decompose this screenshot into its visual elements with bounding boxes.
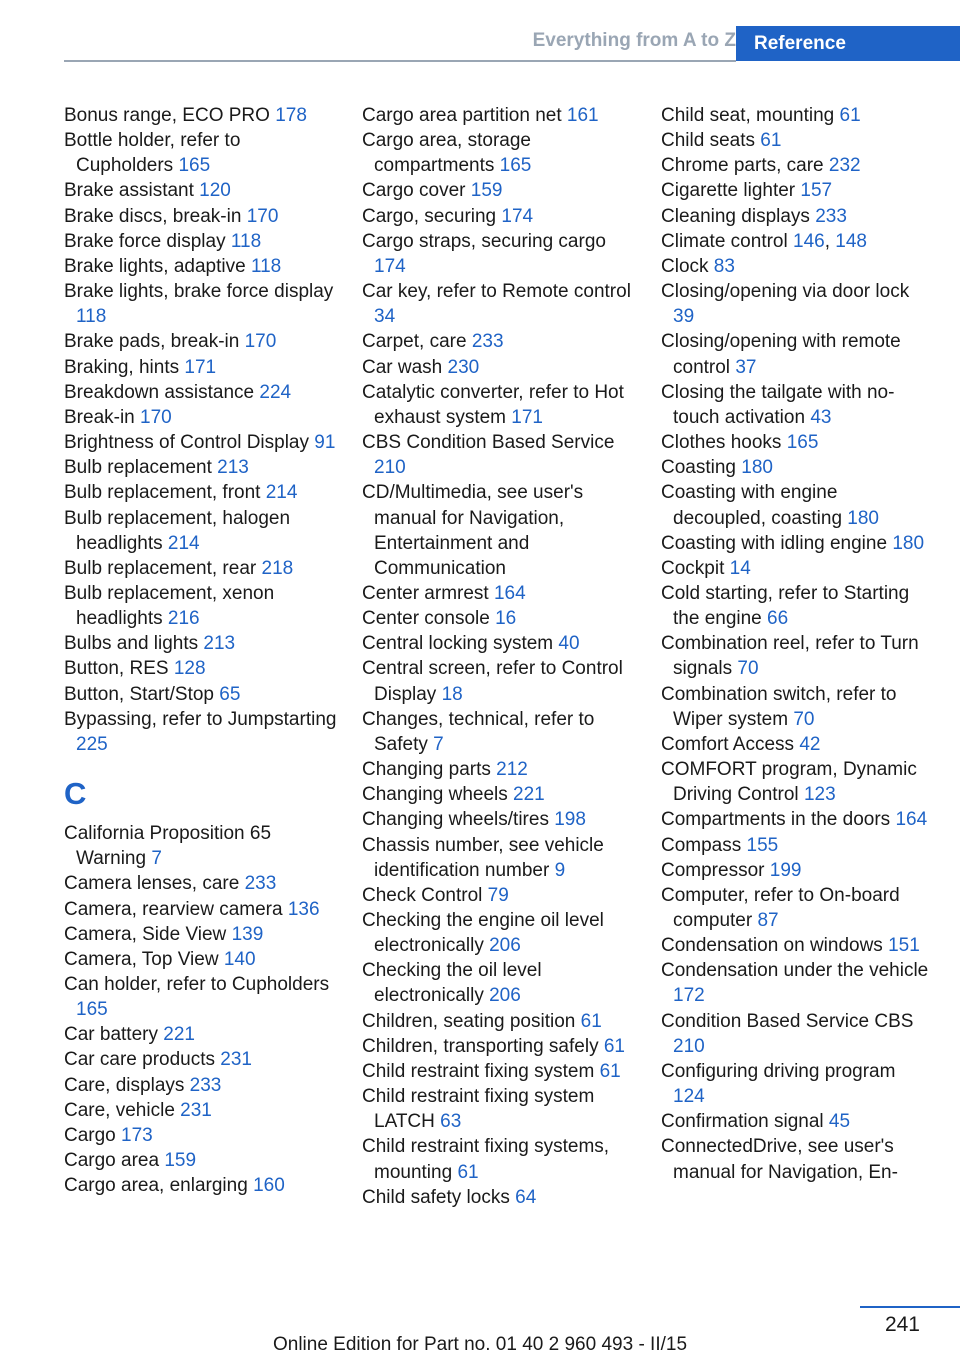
page-link[interactable]: 231 [220,1049,252,1071]
index-entry [362,1134,638,1184]
page-link[interactable]: 224 [259,381,292,403]
entry-text: Camera, Side View [64,923,232,945]
entry-text: Child safety locks [362,1186,516,1208]
index-entry [64,430,340,455]
index-entry [64,128,340,178]
index-entry [362,279,638,329]
index-entry [64,871,340,896]
page-link[interactable]: 218 [261,557,294,579]
page-link[interactable]: 171 [511,406,543,428]
index-entry [661,1059,931,1109]
entry-text: Cargo, securing [362,205,502,227]
page-link[interactable]: 165 [786,432,819,454]
page-link[interactable]: 124 [673,1086,705,1108]
page-link[interactable]: 140 [223,948,256,970]
entry-text: Clothes hooks [661,432,787,454]
page-link[interactable]: 61 [457,1161,479,1183]
page-link[interactable]: 206 [489,935,521,957]
index-entry [362,1084,638,1134]
entry-text: Confirmation signal [661,1111,829,1133]
entry-text: Child restraint fixing system [362,1060,600,1082]
page-link[interactable]: 180 [741,457,773,479]
entry-text: Cockpit [661,557,730,579]
entry-text: Button, RES [64,658,174,680]
page-link[interactable]: 65 [219,683,241,705]
page-link[interactable]: 216 [167,608,200,630]
page-separator: , [824,230,836,252]
entry-text: Condition Based Service CBS [661,1010,914,1032]
index-entry [362,1009,638,1034]
entry-text: Configuring driving program [661,1060,896,1082]
entry-text: Children, seating position [362,1010,581,1032]
index-entry [661,807,931,832]
page-link[interactable]: 174 [501,205,534,227]
index-entry [362,656,638,706]
page-link[interactable]: 213 [217,457,249,479]
index-entry [64,821,340,871]
page-link[interactable]: 178 [275,105,307,126]
page-link[interactable]: 171 [184,356,217,378]
entry-text: Combination switch, refer to Wiper system [661,683,897,730]
index-entry [661,430,931,455]
page-link[interactable]: 210 [673,1035,705,1057]
index-entry [661,556,931,581]
entry-text: Brake discs, break-in [64,205,247,227]
entry-text: Car battery [64,1024,164,1046]
entry-text: Camera, Top View [64,948,224,970]
page-link[interactable]: 16 [495,608,517,630]
index-entry [362,908,638,958]
entry-text: Brake lights, adaptive [64,255,251,277]
entry-text: Cargo cover [362,180,471,202]
page-link[interactable]: 160 [253,1175,285,1197]
entry-text: Changing parts [362,759,497,781]
index-entry [362,430,638,480]
entry-text: Condensation under the vehicle [661,960,929,982]
index-entry [64,631,340,656]
page-link[interactable]: 118 [76,306,107,328]
page-link[interactable]: 170 [246,205,279,227]
page-link[interactable]: 233 [244,873,277,895]
entry-text: CBS Condition Based Service [362,432,615,454]
index-entry [362,631,638,656]
entry-text: Camera, rearview camera [64,898,288,920]
index-entry [64,1123,340,1148]
entry-text: Car care products [64,1049,221,1071]
page-link[interactable]: 14 [729,557,751,579]
index-entry [661,531,931,556]
page-link[interactable]: 43 [810,406,832,428]
page-link[interactable]: 155 [746,834,779,856]
entry-text: Bulbs and lights [64,633,204,655]
index-entry [362,807,638,832]
index-entry [661,933,931,958]
edition-line: Online Edition for Part no. 01 40 2 960 493 - II/15 [272,1334,688,1355]
index-entry [64,682,340,707]
page-link[interactable]: 37 [735,356,757,378]
index-entry [661,480,931,530]
entry-text: Button, Start/Stop [64,683,220,705]
index-entry [64,972,340,1022]
index-entry [64,204,340,229]
index-entry [64,229,340,254]
index-entry [661,128,931,153]
page-link[interactable]: 118 [250,255,282,277]
letter-heading-c: C [64,776,87,812]
page-link[interactable]: 91 [314,432,336,454]
page-link[interactable]: 148 [835,230,867,252]
page-link[interactable]: 210 [374,457,406,479]
page-link[interactable]: 87 [757,910,779,931]
entry-text: Central screen, refer to Control Display [362,658,623,705]
index-entry [64,1047,340,1072]
entry-text: Changing wheels/tires [362,809,555,831]
index-entry [661,858,931,883]
entry-text: ConnectedDrive, see user's manual for Navigation, En- [661,1136,898,1183]
index-entry [64,1173,340,1198]
entry-text: Clock [661,255,714,277]
page-link[interactable]: 64 [515,1186,537,1208]
entry-text: Brightness of Control Display [64,432,315,454]
entry-text: Cold starting, refer to Starting the engine [661,582,910,630]
page-link[interactable]: 61 [839,105,861,126]
index-entry [362,480,638,581]
index-column-2 [362,103,638,1210]
entry-text: Comfort Access [661,733,800,755]
page-link[interactable]: 225 [76,733,108,755]
index-entry [64,707,340,757]
page-link[interactable]: 146 [793,230,825,252]
entry-text: Center armrest [362,582,494,604]
page-link[interactable]: 232 [828,155,861,177]
section-title: Everything from A to Z [532,30,736,51]
entry-text: Closing/opening via door lock [661,281,910,303]
entry-text: Central locking system [362,633,559,655]
index-entry [661,103,931,128]
page-link[interactable]: 70 [793,708,815,730]
entry-text: Bulb replacement, halogen headlights [64,507,291,554]
entry-text: Closing/opening with remote control [661,331,901,378]
entry-text: Cleaning displays [661,205,816,227]
page-link[interactable]: 118 [230,230,262,252]
page-link[interactable]: 198 [554,809,586,831]
entry-text: Bottle holder, refer to Cupholders [64,130,241,177]
index-entry [64,556,340,581]
index-entry [64,279,340,329]
index-entry [661,581,931,631]
page-link[interactable]: 212 [496,759,528,781]
index-entry [64,1073,340,1098]
page-link[interactable]: 61 [599,1060,621,1082]
page-link[interactable]: 128 [173,658,206,680]
index-entry [661,682,931,732]
entry-text: CD/Multimedia, see user's manual for Navigation, Entertainment and Communication [362,482,584,579]
index-entry [64,656,340,681]
index-entry [362,128,638,178]
entry-text: Checking the engine oil level electronically [362,910,604,957]
index-entry [661,279,931,329]
entry-text: Camera lenses, care [64,873,245,895]
index-entry [362,103,638,128]
page-link[interactable]: 83 [713,255,735,277]
index-entry [64,405,340,430]
running-header [64,26,960,61]
index-entry [362,782,638,807]
entry-text: Brake assistant [64,180,200,202]
entry-text: Climate control [661,230,793,252]
page-link[interactable]: 231 [180,1099,212,1121]
index-entry [64,897,340,922]
header-rule [64,60,736,62]
entry-text: Children, transporting safely [362,1035,604,1057]
page-link[interactable]: 66 [767,608,789,630]
entry-list [362,103,638,1210]
page-link[interactable]: 164 [493,582,526,604]
page-link[interactable]: 42 [799,733,821,755]
page-link[interactable]: 7 [433,733,444,755]
index-entry [661,757,931,807]
entry-list-c [64,821,340,1198]
entry-text: Bulb replacement, rear [64,557,262,579]
entry-text: Car key, refer to Remote control [362,281,631,303]
page-link[interactable]: 159 [470,180,503,202]
index-entry [64,480,340,505]
entry-text: Chrome parts, care [661,155,829,177]
entry-text: Cigarette lighter [661,180,801,202]
page-link[interactable]: 40 [558,633,580,655]
entry-text: Cargo straps, securing cargo [362,230,606,252]
page-link[interactable]: 18 [441,683,463,705]
page-link[interactable]: 159 [164,1150,197,1172]
index-entry [661,883,931,933]
entry-text: Compass [661,834,747,856]
index-entry [362,707,638,757]
index-entry [661,732,931,757]
index-entry [661,254,931,279]
page-link[interactable]: 61 [580,1010,602,1032]
page-link[interactable]: 7 [151,848,162,870]
entry-text: Combination reel, refer to Turn signals [661,633,919,680]
index-entry [661,178,931,203]
page-link[interactable]: 61 [603,1035,625,1057]
entry-text: Catalytic converter, refer to Hot exhaust system [362,381,624,428]
page-link[interactable]: 151 [888,935,920,957]
entry-text: Bulb replacement, front [64,482,266,504]
entry-text: Cargo area partition net [362,105,567,126]
index-entry [64,581,340,631]
index-entry [64,1098,340,1123]
entry-text: Brake pads, break-in [64,331,245,353]
entry-text: Bulb replacement, xenon headlights [64,582,275,630]
page-link[interactable]: 39 [673,306,695,328]
index-entry [661,329,931,379]
entry-text: Checking the oil level electronically [362,960,542,1007]
page-link[interactable]: 199 [769,859,802,881]
index-entry [362,958,638,1008]
page-link[interactable]: 213 [203,633,236,655]
entry-list [661,103,931,1185]
page-link[interactable]: 172 [673,985,705,1007]
page-link[interactable]: 170 [140,406,172,428]
page-link[interactable]: 233 [471,331,504,353]
page-link[interactable]: 79 [487,884,509,906]
page-link[interactable]: 221 [163,1024,195,1046]
entry-text: Bulb replacement [64,457,218,479]
index-column-1 [64,103,340,1198]
page-link[interactable]: 170 [244,331,277,353]
page-link[interactable]: 157 [800,180,833,202]
page-link[interactable]: 136 [287,898,320,920]
index-entry [362,229,638,279]
index-entry [661,631,931,681]
index-entry [362,1034,638,1059]
page-link[interactable]: 164 [895,809,928,831]
index-entry [362,380,638,430]
index-entry [64,380,340,405]
entry-text: Bonus range, ECO PRO [64,105,276,126]
page-link[interactable]: 63 [440,1111,462,1133]
index-entry [661,455,931,480]
entry-text: Bypassing, refer to Jumpstarting [64,708,337,730]
entry-text: Break-in [64,406,141,428]
entry-text: COMFORT program, Dynamic Driving Control [661,759,917,806]
entry-text: Can holder, refer to Cupholders [64,974,330,995]
index-column-3 [661,103,931,1185]
index-entry [661,958,931,1008]
index-entry [64,947,340,972]
index-entry [64,103,340,128]
index-entry [661,1134,931,1184]
entry-text: Changing wheels [362,784,514,806]
page-link[interactable]: 34 [374,306,396,328]
index-entry [64,1148,340,1173]
index-entry [362,178,638,203]
index-entry [362,757,638,782]
entry-text: Carpet, care [362,331,472,353]
entry-text: Center console [362,608,496,630]
index-entry [64,329,340,354]
index-entry [64,178,340,203]
page-link[interactable]: 221 [513,784,545,806]
entry-text: Coasting with engine decoupled, coasting [661,482,848,529]
page-link[interactable]: 230 [447,356,480,378]
footer-rule [860,1306,960,1308]
entry-text: Condensation on windows [661,935,889,957]
entry-text: Closing the tailgate with no-touch activation [661,381,895,428]
page-link[interactable]: 233 [189,1074,222,1096]
entry-text: Brake lights, brake force display [64,281,334,303]
entry-text: Care, vehicle [64,1099,181,1121]
index-entry [64,922,340,947]
entry-text: Cargo area, storage compartments [362,130,531,177]
page-link[interactable]: 161 [566,105,599,126]
entry-text: Cargo area [64,1150,165,1172]
entry-text: Care, displays [64,1074,190,1096]
index-entry [362,1059,638,1084]
index-entry [661,1109,931,1134]
page-link[interactable]: 180 [892,532,925,554]
index-entry [362,204,638,229]
index-entry [362,329,638,354]
index-entry [661,229,931,254]
page-link[interactable]: 206 [489,985,521,1007]
page-link[interactable]: 120 [199,180,231,202]
entry-text: Cargo [64,1124,122,1146]
index-entry [661,204,931,229]
index-entry [362,355,638,380]
page-link[interactable]: 165 [76,999,108,1021]
page-link[interactable]: 174 [374,255,406,277]
page-link[interactable]: 139 [231,923,264,945]
entry-text: Changes, technical, refer to Safety [362,708,595,755]
index-entry [661,153,931,178]
entry-text: Coasting [661,457,742,479]
index-entry [64,455,340,480]
page-link[interactable]: 123 [803,784,836,806]
entry-text: Child seat, mounting [661,105,840,126]
entry-text: Computer, refer to On-board computer [661,884,900,931]
entry-text: Braking, hints [64,356,185,378]
entry-text: Chassis number, see vehicle identification number [362,834,604,881]
index-entry [362,606,638,631]
page-link[interactable]: 214 [265,482,298,504]
page-link[interactable]: 214 [167,532,200,554]
entry-text: Child seats [661,130,761,152]
entry-text: Brake force display [64,230,231,252]
entry-list-b [64,103,340,757]
index-entry [362,833,638,883]
index-entry [64,1022,340,1047]
index-entry [661,833,931,858]
page-link[interactable]: 165 [499,155,532,177]
entry-text: Child restraint fixing system LATCH [362,1086,595,1133]
entry-text: Child restraint fixing systems, mounting [362,1136,610,1183]
entry-text: Breakdown assistance [64,381,260,403]
index-entry [661,380,931,430]
page-link[interactable]: 61 [760,130,782,152]
index-entry [362,883,638,908]
entry-text: California Proposition 65 Warning [64,823,272,870]
page-link[interactable]: 180 [847,507,879,529]
chapter-tab: Reference [736,26,960,61]
page-link[interactable]: 233 [815,205,847,227]
entry-text: Compartments in the doors [661,809,896,831]
entry-text: Compressor [661,859,770,881]
index-entry [64,506,340,556]
entry-text: Coasting with idling engine [661,532,893,554]
index-entry [661,1009,931,1059]
entry-text: Cargo area, enlarging [64,1175,254,1197]
entry-text: Check Control [362,884,488,906]
page-link[interactable]: 9 [554,859,566,881]
index-entry [64,254,340,279]
entry-text: Car wash [362,356,448,378]
index-entry [64,355,340,380]
page-link[interactable]: 165 [178,155,211,177]
page-link[interactable]: 173 [121,1124,153,1146]
page-link[interactable]: 70 [737,658,759,680]
index-entry [362,581,638,606]
page-number: 241 [884,1313,920,1336]
index-entry [362,1185,638,1210]
page-link[interactable]: 45 [828,1111,851,1133]
